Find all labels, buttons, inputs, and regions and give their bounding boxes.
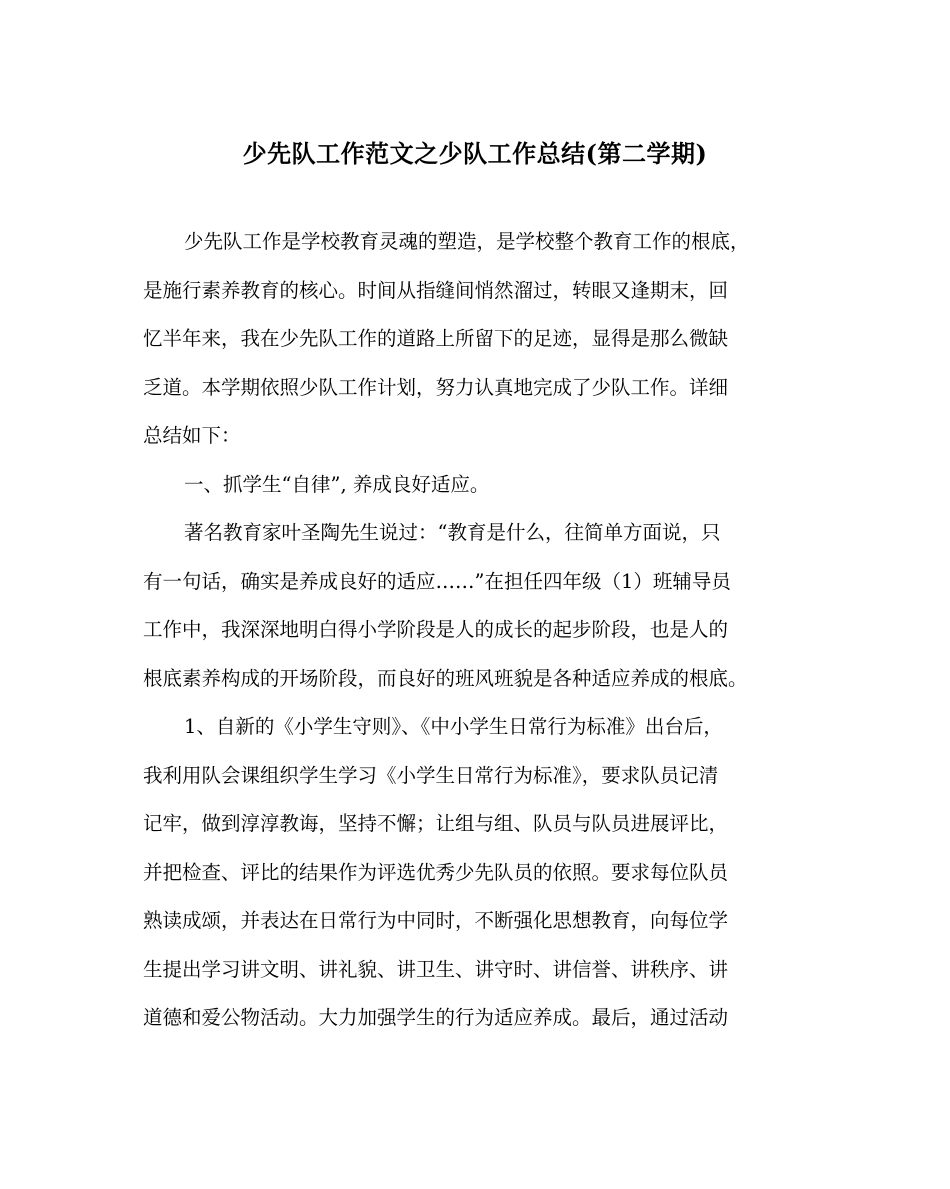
text-line: 并把检查、评比的结果作为评选优秀少先队员的依照。要求每位队员 [143, 860, 729, 884]
text-line: 有一句话，确实是养成良好的适应……”在担任四年级（1）班辅导员 [143, 569, 731, 593]
text-line: 一、抓学生“自律”, 养成良好适应。 [184, 472, 490, 496]
text-line: 少先队工作是学校教育灵魂的塑造，是学校整个教育工作的根底， [184, 230, 750, 253]
text-line: 是施行素养教育的核心。时间从指缝间悄然溜过，转眼又逢期末，回 [143, 278, 729, 302]
document-title: 少先队工作范文之少队工作总结(第二学期) [242, 139, 708, 168]
document-body [143, 218, 808, 1043]
text-line: 我利用队会课组织学生学习《小学生日常行为标准》，要求队员记清 [143, 763, 719, 787]
text-line: 记牢，做到淳淳教诲，坚持不懈；让组与组、队员与队员进展评比， [143, 812, 729, 835]
text-line: 总结如下： [143, 424, 241, 447]
text-line: 生提出学习讲文明、讲礼貌、讲卫生、讲守时、讲信誉、讲秩序、讲 [143, 957, 729, 981]
text-line: 工作中，我深深地明白得小学阶段是人的成长的起步阶段，也是人的 [143, 618, 729, 641]
text-line: 根底素养构成的开场阶段，而良好的班风班貌是各种适应养成的根底。 [143, 666, 748, 690]
text-line: 著名教育家叶圣陶先生说过：“教育是什么，往简单方面说，只 [184, 521, 721, 544]
text-line: 1、自新的《小学生守则》、《中小学生日常行为标准》出台后， [184, 715, 723, 738]
text-line: 道德和爱公物活动。大力加强学生的行为适应养成。最后，通过活动 [143, 1006, 729, 1029]
text-line: 熟读成颂，并表达在日常行为中同时，不断强化思想教育，向每位学 [143, 909, 729, 932]
text-line: 忆半年来，我在少先队工作的道路上所留下的足迹，显得是那么微缺 [143, 327, 729, 350]
text-line: 乏道。本学期依照少队工作计划，努力认真地完成了少队工作。详细 [143, 375, 729, 399]
